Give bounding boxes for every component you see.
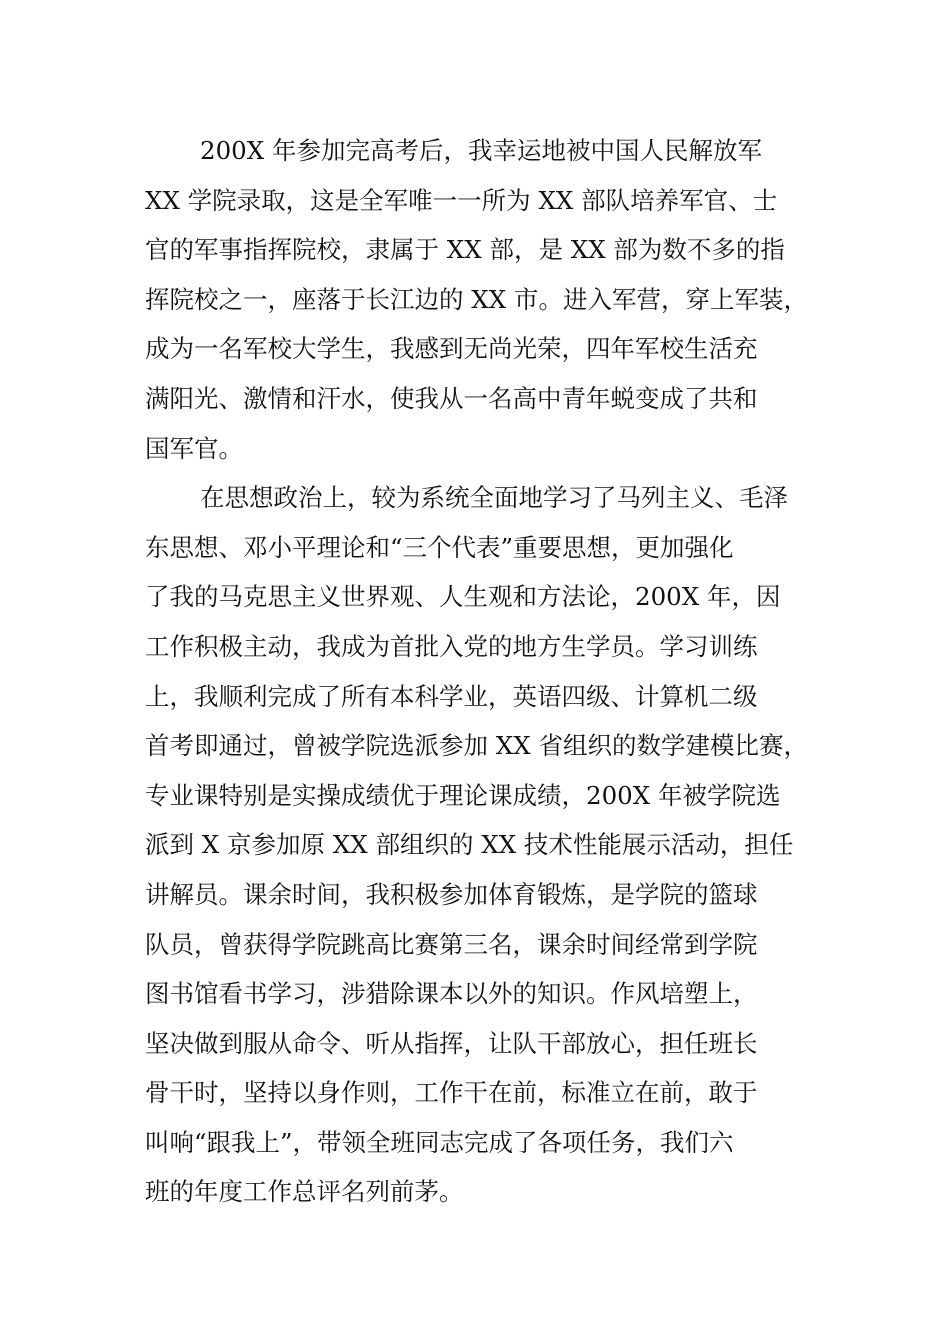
paragraph-line: 上，我顺利完成了所有本科学业，英语四级、计算机二级 xyxy=(145,681,758,711)
paragraph-line: 200X 年参加完高考后，我幸运地被中国人民解放军 xyxy=(200,136,762,165)
paragraph-line: 首考即通过，曾被学院选派参加 XX 省组织的数学建模比赛， xyxy=(145,731,808,761)
paragraph-line: 在思想政治上，较为系统全面地学习了马列主义、毛泽 xyxy=(200,483,788,513)
paragraph-line: 骨干时，坚持以身作则，工作干在前，标准立在前，敢于 xyxy=(145,1078,758,1108)
paragraph-line: 讲解员。课余时间，我积极参加体育锻炼，是学院的篮球 xyxy=(145,879,758,909)
paragraph-line: 挥院校之一，座落于长江边的 XX 市。进入军营，穿上军装， xyxy=(145,284,808,314)
paragraph-line: 班的年度工作总评名列前茅。 xyxy=(145,1177,464,1207)
paragraph-line: 满阳光、激情和汗水，使我从一名高中青年蜕变成了共和 xyxy=(145,383,758,413)
paragraph-line: 东思想、邓小平理论和“三个代表”重要思想，更加强化 xyxy=(145,532,734,562)
paragraph-line: 图书馆看书学习，涉猎除课本以外的知识。作风培塑上， xyxy=(145,979,758,1009)
paragraph-line: 队员，曾获得学院跳高比赛第三名，课余时间经常到学院 xyxy=(145,929,758,959)
paragraph-line: 叫响“跟我上”，带领全班同志完成了各项任务，我们六 xyxy=(145,1127,734,1157)
paragraph-line: 派到 X 京参加原 XX 部组织的 XX 技术性能展示活动，担任 xyxy=(145,830,794,860)
paragraph-line: 国军官。 xyxy=(145,433,243,463)
paragraph-line: 官的军事指挥院校，隶属于 XX 部，是 XX 部为数不多的指 xyxy=(145,235,785,265)
paragraph-line: 了我的马克思主义世界观、人生观和方法论，200X 年，因 xyxy=(145,582,781,612)
paragraph-line: XX 学院录取，这是全军唯一一所为 XX 部队培养军官、士 xyxy=(145,185,778,215)
document-body xyxy=(145,126,845,1217)
paragraph-line: 坚决做到服从命令、听从指挥，让队干部放心，担任班长 xyxy=(145,1028,758,1058)
paragraph-study-and-training xyxy=(145,473,845,1217)
paragraph-line: 工作积极主动，我成为首批入党的地方生学员。学习训练 xyxy=(145,631,758,661)
paragraph-college-admission xyxy=(145,126,845,473)
paragraph-line: 成为一名军校大学生，我感到无尚光荣，四年军校生活充 xyxy=(145,334,758,364)
paragraph-line: 专业课特别是实操成绩优于理论课成绩，200X 年被学院选 xyxy=(145,780,781,810)
